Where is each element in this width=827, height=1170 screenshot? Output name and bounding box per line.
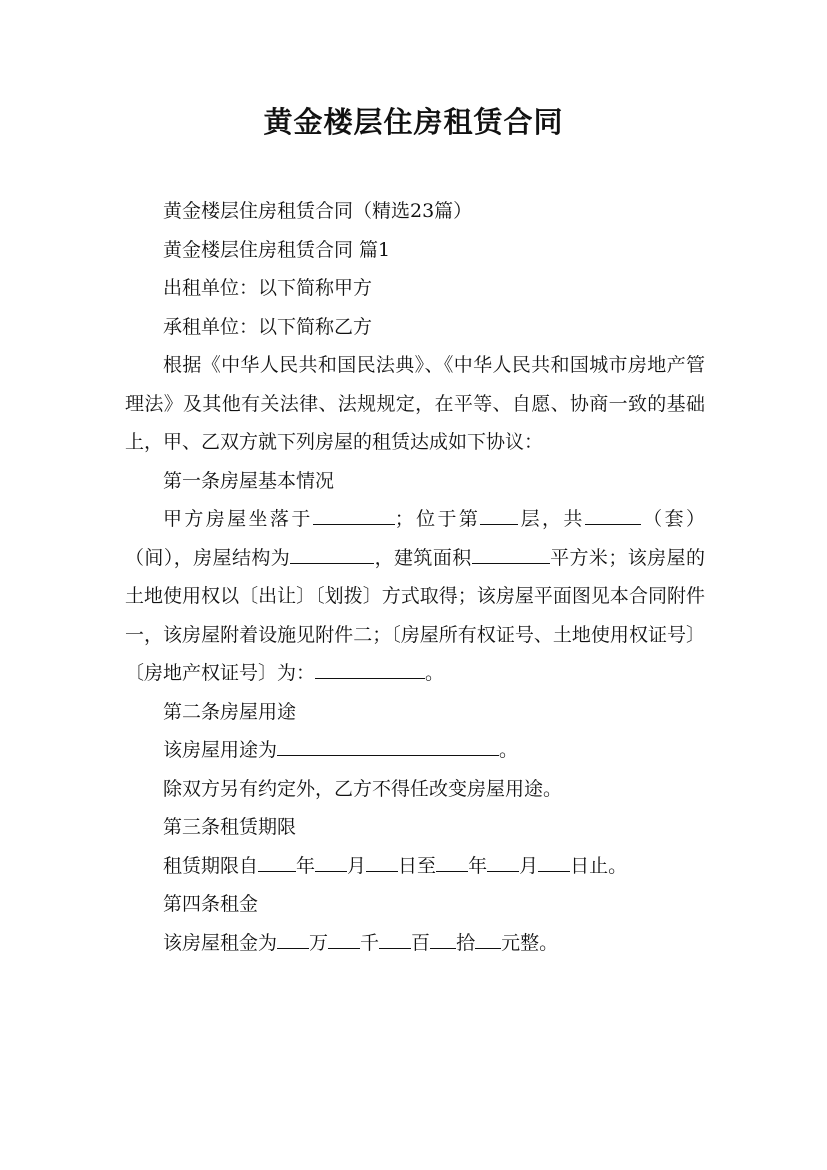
clause-3-text: 月 <box>519 854 539 877</box>
blank-rent-thousand[interactable] <box>328 929 360 948</box>
clause-4-text: 拾 <box>456 931 476 954</box>
clause-3-text: 日止。 <box>570 854 628 877</box>
blank-end-month[interactable] <box>487 852 519 871</box>
blank-start-month[interactable] <box>315 852 347 871</box>
clause-2-text: 。 <box>499 739 519 761</box>
clause-4-rent <box>125 924 705 963</box>
clause-4-text: 百 <box>411 931 431 954</box>
blank-floor[interactable] <box>480 506 518 525</box>
document-body <box>125 192 705 962</box>
blank-rent-yuan[interactable] <box>475 929 501 948</box>
clause-2-note: 除双方另有约定外，乙方不得任改变房屋用途。 <box>163 777 563 800</box>
clause-1-text: （套）（间），房屋结构为 <box>125 508 705 569</box>
blank-start-day[interactable] <box>366 852 398 871</box>
paragraph-legal-basis: 根据《中华人民共和国民法典》、《中华人民共和国城市房地产管理法》及其他有关法律、法规规定，在平等、自愿、协商一致的基础上，甲、乙双方就下列房屋的租赁达成如下协议： <box>125 354 705 453</box>
clause-3-heading: 第三条租赁期限 <box>163 816 297 838</box>
blank-rent-ten[interactable] <box>430 929 456 948</box>
blank-end-year[interactable] <box>436 852 468 871</box>
clause-1-text: 。 <box>425 662 445 684</box>
clause-4-text: 元整。 <box>501 931 559 954</box>
clause-4-text: 万 <box>309 931 329 954</box>
clause-4-text: 该房屋租金为 <box>163 931 278 954</box>
clause-4-text: 千 <box>360 931 380 954</box>
blank-area[interactable] <box>472 544 550 563</box>
clause-1-text: ；位于第 <box>394 508 481 530</box>
blank-end-day[interactable] <box>538 852 570 871</box>
clause-3-text: 日至 <box>398 854 437 877</box>
clause-2-text: 该房屋用途为 <box>163 739 278 761</box>
clause-2-heading: 第二条房屋用途 <box>163 700 297 723</box>
clause-3-term <box>125 847 705 886</box>
clause-3-text: 年 <box>296 854 316 877</box>
document-title: 黄金楼层住房租赁合同 <box>263 105 564 139</box>
clause-4-heading: 第四条租金 <box>163 893 259 915</box>
blank-start-year[interactable] <box>258 852 296 871</box>
paragraph-lessee: 承租单位：以下简称乙方 <box>163 315 373 338</box>
clause-1-heading: 第一条房屋基本情况 <box>163 469 335 492</box>
clause-2-use <box>125 731 705 770</box>
clause-1-body <box>125 500 705 693</box>
clause-1-text: 层，共 <box>518 508 585 530</box>
clause-3-text: 租赁期限自 <box>163 854 259 877</box>
blank-certificate-number[interactable] <box>315 660 425 679</box>
clause-1-text: 平方米；该房屋的土地使用权以〔出让〕〔划拨〕方式取得；该房屋平面图见本合同附件一，该房屋附着设施见附件二；〔房屋所有权证号、土地使用权证号〕〔房地产权证号〕为： <box>125 546 705 684</box>
blank-units[interactable] <box>585 506 641 525</box>
blank-structure[interactable] <box>290 544 374 563</box>
clause-3-text: 年 <box>468 854 488 877</box>
clause-1-text: 甲方房屋坐落于 <box>163 508 313 530</box>
blank-use[interactable] <box>277 737 499 756</box>
blank-location[interactable] <box>313 506 395 525</box>
paragraph-lessor: 出租单位：以下简称甲方 <box>163 277 373 299</box>
clause-1-text: ，建筑面积 <box>374 546 472 569</box>
paragraph-section-title: 黄金楼层住房租赁合同 篇1 <box>163 238 391 261</box>
blank-rent-ten-thousand[interactable] <box>277 929 309 948</box>
clause-3-text: 月 <box>347 854 367 877</box>
paragraph-subtitle: 黄金楼层住房租赁合同（精选23篇） <box>163 200 473 222</box>
blank-rent-hundred[interactable] <box>379 929 411 948</box>
